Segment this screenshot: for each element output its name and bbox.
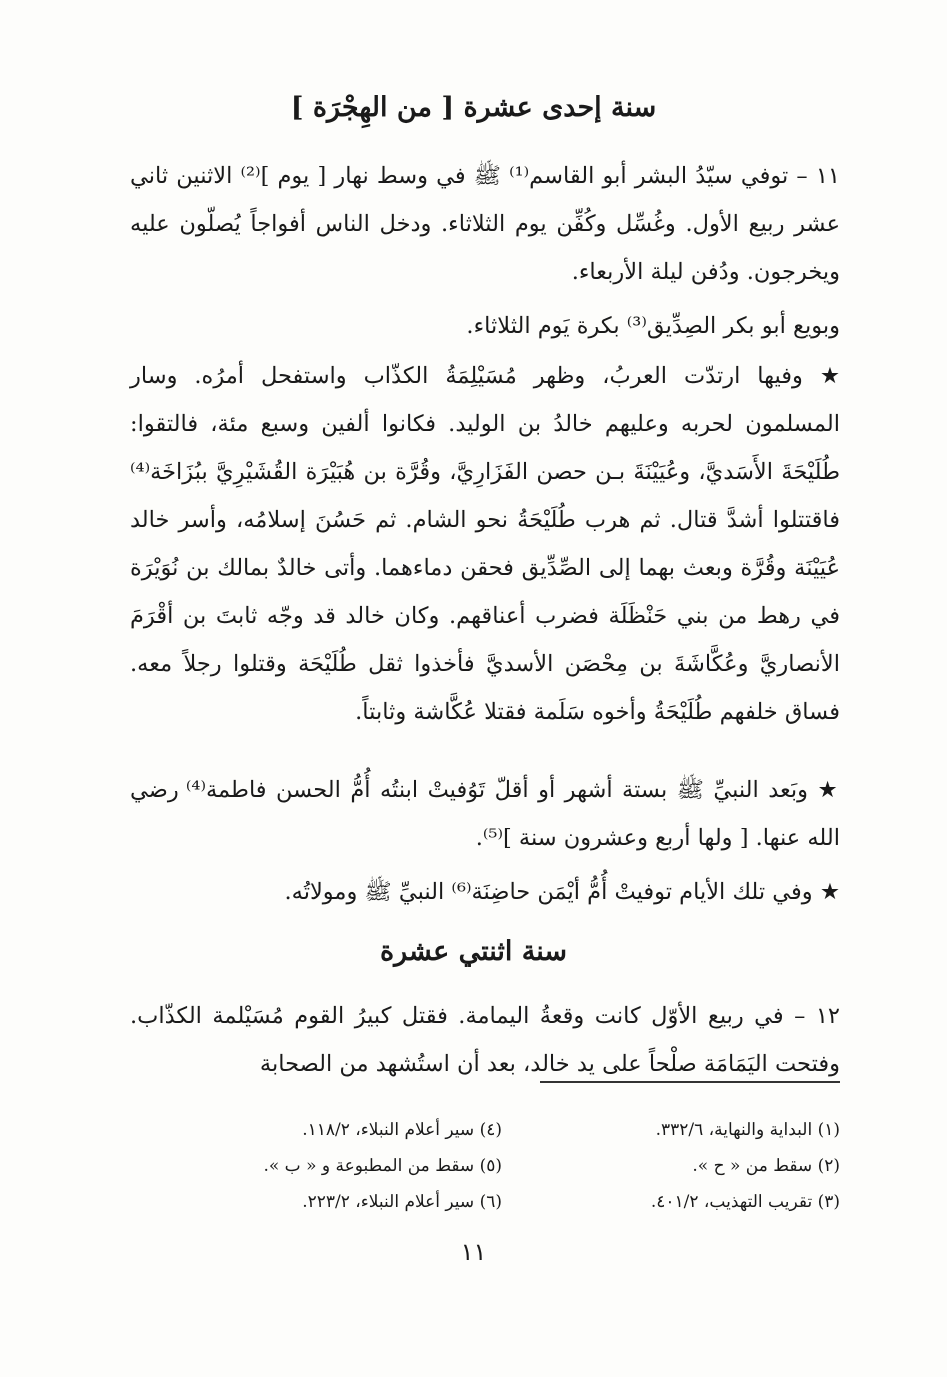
paragraph-battle-of-yamama: ١٢ – في ربيع الأوّل كانت وقعةُ اليمامة. فقتل كبيرُ القوم مُسَيْلمة الكذّاب. وفتحت اليَمَامَة صلْحاً على يد خالد، بعد أن استُشهد من الصحابة [130,1003,840,1077]
footnote-2: (٢) سقط من « ح ». [692,1156,840,1176]
page-number: ١١ [460,1238,487,1266]
paragraph-allegiance-abu-bakr: وبويع أبو بكر الصِدِّيق⁽³⁾ بكرة يَوم الثلاثاء. [466,313,840,339]
footnote-5: (٥) سقط من المطبوعة و « ب ». [263,1156,502,1176]
footnote-6: (٦) سير أعلام النبلاء، ٢٢٣/٢. [302,1192,502,1212]
paragraph-death-of-prophet: ١١ – توفي سيّدُ البشر أبو القاسم⁽¹⁾ ﷺ في وسط نهار [ يوم ]⁽²⁾ الاثنين ثاني عشر ربيع الأول. وغُسِّل وكُفِّن يوم الثلاثاء. ودخل الناس أفواجاً يُصلّون عليه ويخرجون. ودُفن ليلة الأربعاء. [130,163,840,285]
footnote-3: (٣) تقريب التهذيب، ٤٠١/٢. [650,1192,840,1212]
footnote-divider [540,1081,840,1083]
footnote-1: (١) البداية والنهاية، ٣٣٢/٦. [655,1120,840,1140]
section-heading-year-11: سنة إحدى عشرة [ من الهِجْرَة ] [290,92,657,123]
footnote-4: (٤) سير أعلام النبلاء، ١١٨/٢. [302,1120,502,1140]
paragraph-death-of-umm-ayman: ★ وفي تلك الأيام توفيتْ أُمُّ أيْمَن حاضِنَة⁽⁶⁾ النبيِّ ﷺ ومولاتُه. [284,879,840,905]
paragraph-death-of-fatima: ★ وبَعد النبيِّ ﷺ بستة أشهر أو أقلّ تَوُفيتْ ابنتُه أُمُّ الحسن فاطمة⁽⁴⁾ رضي الله عنها. [ ولها أربع وعشرون سنة ]⁽⁵⁾. [130,777,840,851]
paragraph-apostasy-wars: ★ وفيها ارتدّت العربُ، وظهر مُسَيْلِمَةُ الكذّاب واستفحل أمرُه. وسار المسلمون لحربه وعليهم خالدُ بن الوليد. فكانوا ألفين وسبع مئة، فالتقوا: طُلَيْحَةَ الأَسَديَّ، وعُيَيْنَةَ بـن حصن الفَزَارِيَّ، وقُرَّة بن هُبَيْرَة القُشَيْرِيَّ ببُزَاخَة⁽⁴⁾ فاقتتلوا أشدَّ قتال. ثم هرب طُلَيْحَةُ نحو الشام. ثم حَسُنَ إسلامُه، وأسر خالد عُيَيْنَة وقُرَّة وبعث بهما إلى الصِّدِّيق فحقن دماءهما. وأتى خالدٌ بمالك بن نُوَيْرَة في رهط من بني حَنْظَلَة فضرب أعناقهم. وكان خالد قد وجّه ثابتَ بن أقْرَمَ الأنصاريَّ وعُكَّاشَةَ بن مِحْصَن الأسديَّ فأخذوا ثقل طُلَيْحَة وقتلوا رجلاً معه. فساق خلفهم طُلَيْحَةُ وأخوه سَلَمة فقتلا عُكَّاشة وثابتاً. [130,363,840,725]
section-heading-year-12: سنة اثنتي عشرة [379,936,568,967]
